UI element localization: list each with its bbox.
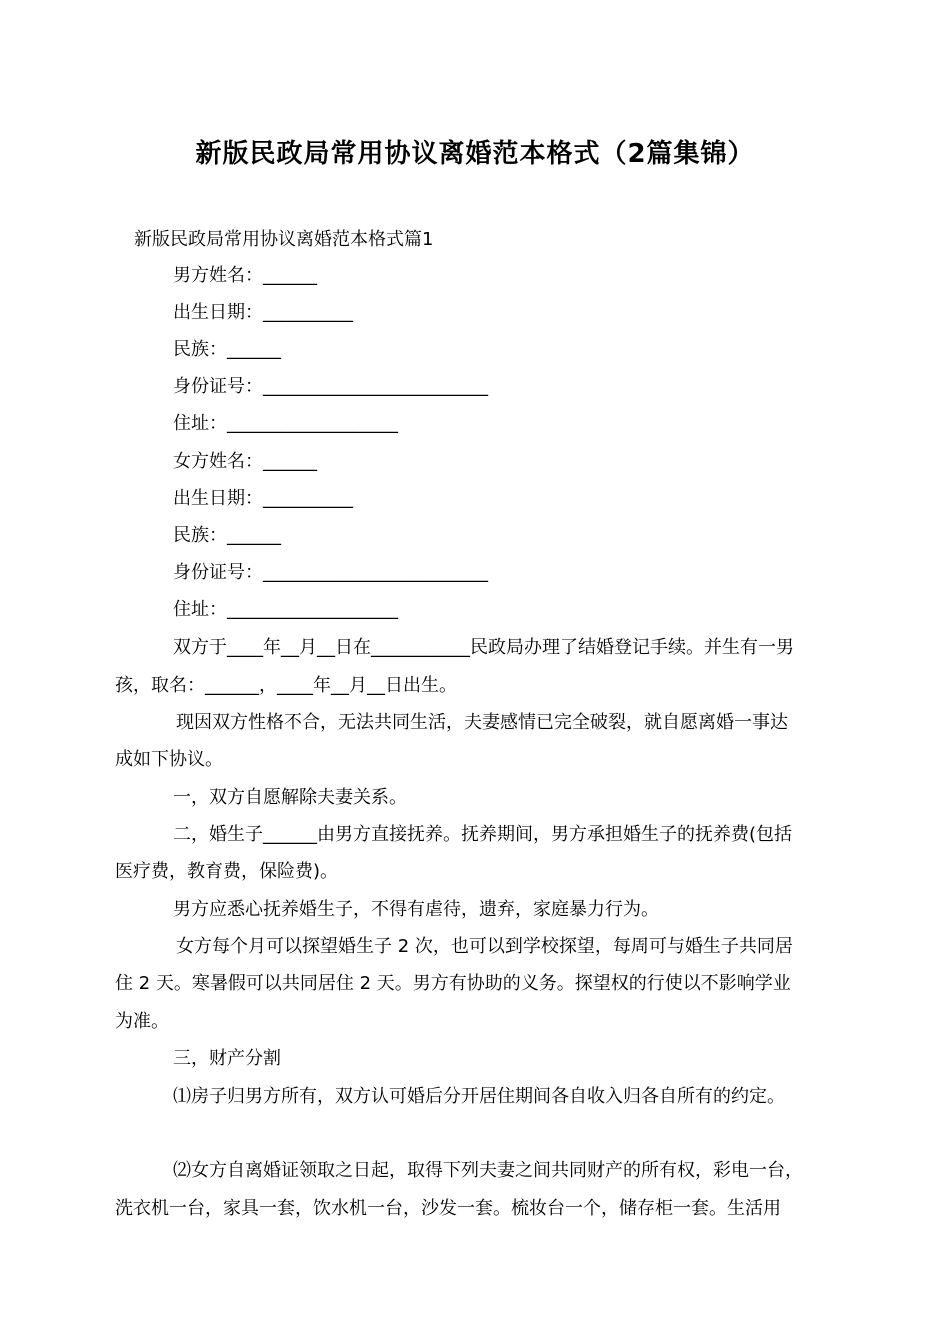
- field-female-id-number: 身份证号：_________________________: [173, 562, 488, 583]
- document-title: 新版民政局常用协议离婚范本格式（2篇集锦）: [195, 139, 755, 169]
- paragraph-line: 住 2 天。寒暑假可以共同居住 2 天。男方有协助的义务。探望权的行使以不影响学业: [115, 973, 791, 994]
- field-male-address: 住址：___________________: [173, 413, 398, 434]
- paragraph-line: 洗衣机一台，家具一套，饮水机一台，沙发一套。梳妆台一个，储存柜一套。生活用: [115, 1198, 781, 1219]
- field-female-ethnicity: 民族：______: [173, 525, 281, 546]
- paragraph-line: ⑵女方自离婚证领取之日起，取得下列夫妻之间共同财产的所有权，彩电一台，: [173, 1160, 803, 1181]
- field-male-birthdate: 出生日期：__________: [173, 302, 353, 323]
- paragraph-line: 现因双方性格不合，无法共同生活，夫妻感情已完全破裂，就自愿离婚一事达: [176, 712, 788, 733]
- paragraph-line: ⑴房子归男方所有，双方认可婚后分开居住期间各自收入归各自所有的约定。: [173, 1086, 785, 1107]
- paragraph-line: 双方于____年__月__日在___________民政局办理了结婚登记手续。并生有一男: [173, 637, 794, 658]
- field-male-ethnicity: 民族：______: [173, 339, 281, 360]
- field-male-name: 男方姓名：______: [173, 265, 317, 286]
- paragraph-line: 成如下协议。: [115, 749, 223, 770]
- paragraph-line: 为准。: [115, 1011, 169, 1032]
- paragraph-line: 医疗费，教育费，保险费)。: [115, 861, 339, 882]
- field-male-id-number: 身份证号：_________________________: [173, 376, 488, 397]
- paragraph-line: 男方应悉心抚养婚生子，不得有虐待，遗弃，家庭暴力行为。: [173, 899, 659, 920]
- clause-heading: 一，双方自愿解除夫妻关系。: [173, 787, 407, 808]
- paragraph-line: 孩，取名：______，____年__月__日出生。: [115, 675, 457, 696]
- paragraph-line: 二，婚生子______由男方直接抚养。抚养期间，男方承担婚生子的抚养费(包括: [173, 824, 793, 845]
- field-female-birthdate: 出生日期：__________: [173, 488, 353, 509]
- clause-heading: 三，财产分割: [173, 1048, 281, 1069]
- paragraph-line: 女方每个月可以探望婚生子 2 次，也可以到学校探望，每周可与婚生子共同居: [176, 936, 793, 957]
- field-female-name: 女方姓名：______: [173, 451, 317, 472]
- field-female-address: 住址：___________________: [173, 599, 398, 620]
- section-heading: 新版民政局常用协议离婚范本格式篇1: [134, 229, 434, 250]
